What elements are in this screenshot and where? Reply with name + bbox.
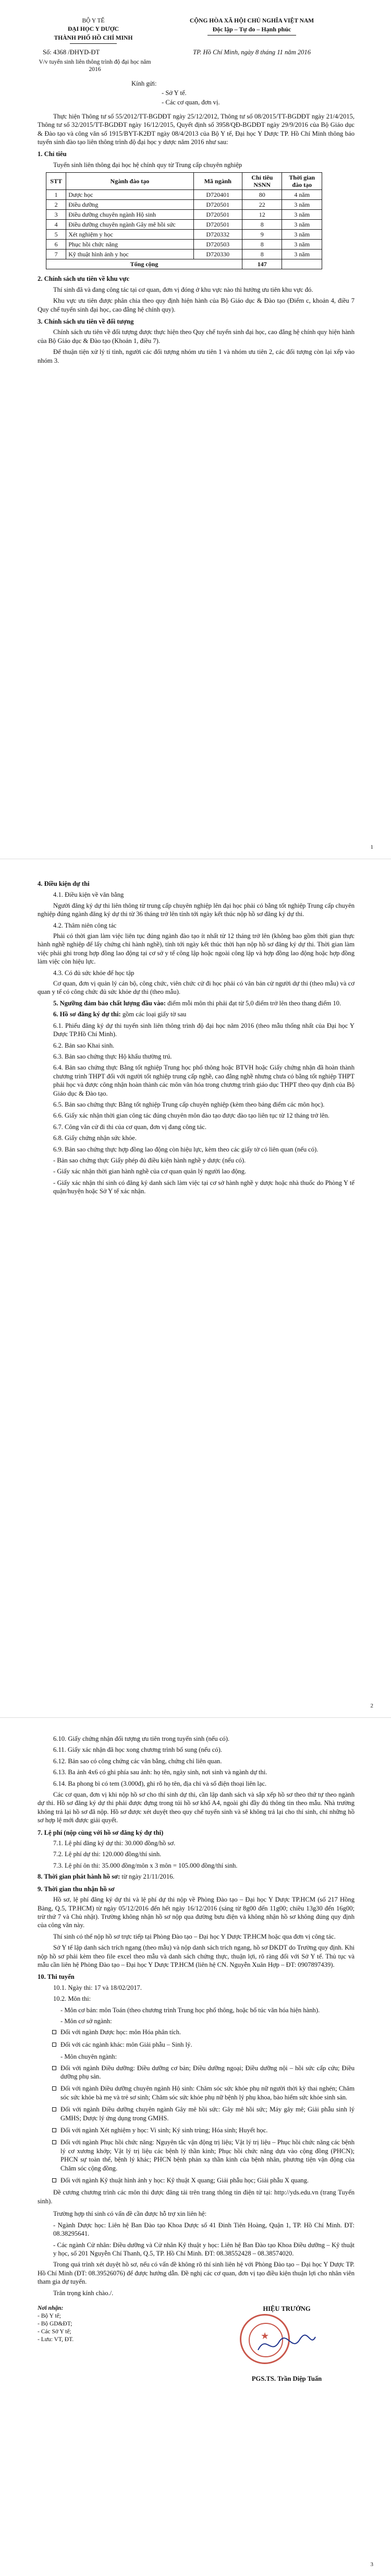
list-item: Đối với ngành Xét nghiệm y học: Vi sinh; Ký sinh trùng; Hóa sinh; Huyết học. — [60, 2127, 268, 2134]
table-cell: 2 — [46, 200, 66, 210]
list-item: 6.1. Phiếu đăng ký dự thi tuyển sinh liên thông trình độ đại học năm 2016 (theo mẫu thống nhất của Đại học Y Dược TP.Hồ Chí Minh). — [53, 1022, 355, 1038]
paragraph: Trong quá trình xét duyệt hồ sơ, nếu có vấn đề không rõ thí sinh liên hệ với Phòng Đào tạo – Đại học Y Dược TP. Hồ Chí Minh (ĐT: 08.39526076) để được hướng dẫn. Đề nghị các cơ quan, đơn vị tạo điều kiện thuận lợi cho nhân viên tham gia dự tuyển. — [38, 2261, 355, 2286]
table-row — [46, 240, 322, 250]
list-item: 6.3. Bản sao chứng thực Hộ khẩu thường trú. — [53, 1052, 172, 1060]
signer-name: PGS.TS. Trần Diệp Tuấn — [251, 2375, 322, 2382]
list-item: Đối với các ngành khác: môn Giải phẫu – Sinh lý. — [60, 2040, 192, 2048]
list-item: 7.2. Lệ phí dự thi: 120.000 đồng/thí sinh. — [53, 1850, 162, 1858]
table-cell: 22 — [242, 200, 282, 210]
table-cell: 4 — [46, 220, 66, 230]
list-item: 7.1. Lệ phí đăng ký dự thi: 30.000 đồng/hồ sơ. — [53, 1839, 176, 1847]
document-page-1 — [0, 0, 391, 859]
section-title: 2. Chính sách ưu tiên về khu vực — [38, 275, 130, 283]
table-cell: D720501 — [193, 210, 242, 220]
table-cell: 3 năm — [282, 230, 322, 240]
table-cell: Điều dưỡng chuyên ngành Hộ sinh — [66, 210, 193, 220]
table-cell: Điều dưỡng — [66, 200, 193, 210]
table-cell: 3 năm — [282, 220, 322, 230]
section-title: 4. Điều kiện dự thi — [38, 880, 90, 887]
recipient-item: - Các Sở Y tế; — [38, 2328, 71, 2335]
list-item: - Giấy xác nhận thí sinh có đăng ký danh sách làm việc tại cơ sở hành nghề y dược hoặc nhà thuốc do Phòng Y tế quận/huyện hoặc Sở Y tế xác nhận. — [53, 1179, 355, 1195]
list-item: 6.10. Giấy chứng nhận đối tượng ưu tiên trong tuyển sinh (nếu có). — [53, 1735, 230, 1742]
national-motto: Độc lập – Tự do – Hạnh phúc — [212, 26, 291, 33]
recipient-item: - Lưu: VT, ĐT. — [38, 2336, 74, 2343]
table-cell: D720330 — [193, 250, 242, 259]
column-header: Ngành đào tạo — [66, 173, 193, 190]
list-item: - Môn cơ sở ngành: — [60, 2017, 112, 2025]
table-cell: 3 — [46, 210, 66, 220]
list-item: 7.3. Lệ phí ôn thi: 35.000 đồng/môn x 3 môn = 105.000 đồng/thí sinh. — [53, 1861, 238, 1869]
checkbox-icon — [52, 2178, 56, 2182]
table-row — [46, 210, 322, 220]
list-item: - Các ngành Cử nhân: Điều dưỡng và Cử nhân Kỹ thuật y học: Liên hệ Ban Đào tạo Khoa Điều dưỡng – Kỹ thuật y học, số 201 Nguyễn Chí Thanh, Q.5, TP. Hồ Chí Minh. ĐT: 08.38552428 – 08.38574020. — [53, 2241, 355, 2257]
issuer-block — [38, 17, 149, 46]
page-number: 2 — [370, 1702, 373, 1709]
addressees-label: Kính gửi: — [131, 79, 157, 87]
table-row — [46, 190, 322, 200]
recipient-item: - Bộ GD&ĐT; — [38, 2320, 72, 2327]
list-item: 10.2. Môn thi: — [53, 1995, 91, 2003]
list-item: Đối với ngành Điều dưỡng chuyên ngành Hộ sinh: Chăm sóc sức khỏe phụ nữ người thời kỳ thai nghén; Chăm sóc sức khỏe bà mẹ và trẻ sơ sinh; Chăm sóc sức khỏe phụ nữ bệnh lý phụ khoa, bảo hiểm sức khỏe sinh sản. — [60, 2085, 355, 2101]
table-cell: 8 — [242, 220, 282, 230]
table-cell: 3 năm — [282, 200, 322, 210]
checkbox-icon — [52, 2107, 56, 2111]
table-cell: 5 — [46, 230, 66, 240]
subsection-title: 4.3. Có đủ sức khỏe để học tập — [53, 969, 135, 977]
handwritten-signature-icon — [255, 2332, 318, 2358]
section-title: 7. Lệ phí (nộp cùng với hồ sơ đăng ký dự thi) — [38, 1829, 164, 1836]
paragraph: Trân trọng kính chào./. — [53, 2289, 114, 2297]
page-number: 3 — [370, 2561, 373, 2568]
section-title: 1. Chỉ tiêu — [38, 150, 67, 158]
table-cell: Điều dưỡng chuyên ngành Gây mê hồi sức — [66, 220, 193, 230]
document-page-3 — [0, 1717, 391, 2576]
checkbox-icon — [52, 2140, 56, 2144]
table-cell: 9 — [242, 230, 282, 240]
list-item: 6.13. Ba ảnh 4x6 có ghi phía sau ảnh: họ tên, ngày sinh, nơi sinh và ngành dự thi. — [53, 1768, 267, 1776]
ministry-name: BỘ Y TẾ — [82, 18, 105, 24]
signature-block — [219, 2305, 355, 2383]
paragraph: Sở Y tế lập danh sách trích ngang (theo mẫu) và nộp danh sách trích ngang, hồ sơ ĐKDT do Trường quy định. Khi nộp hồ sơ phải kèm theo file excel theo mẫu và danh sách chứng thực, thuận lợi, rõ ràng đối với Sở Y tế. Thủ tục và mẫu cần liên hệ Phòng Đào tạo – Đại học Y Dược TP.HCM (liên hệ CN. Nguyễn Xuân Hợp – ĐT: 0907897439). — [38, 1944, 355, 1968]
list-item: - Giấy xác nhận thời gian hành nghề của cơ quan quản lý người lao động. — [53, 1168, 247, 1176]
university-name-line1: ĐẠI HỌC Y DƯỢC — [67, 26, 119, 33]
section-title: 5. Ngưỡng đảm bảo chất lượng đầu vào: — [53, 999, 166, 1007]
list-item: 6.14. Ba phong bì có tem (3.000đ), ghi rõ họ tên, địa chỉ và số điện thoại liên lạc. — [53, 1779, 267, 1787]
table-row — [46, 230, 322, 240]
addressee-item: - Sở Y tế. — [162, 89, 187, 97]
table-cell: 4 năm — [282, 190, 322, 200]
total-label: Tổng cộng — [46, 259, 242, 269]
table-cell — [282, 259, 322, 269]
document-number: Số: 4368 /ĐHYD-ĐT — [43, 49, 100, 56]
intro-paragraph: Thực hiện Thông tư số 55/2012/TT-BGDĐT ngày 25/12/2012, Thông tư số 08/2015/TT-BGDĐT ngày 21/4/2015, Thông tư số 32/2015/TT-BGDĐT ngày 16/12/2015, Quyết định số 3958/QĐ-BGDĐT ngày 29/9/2016 của Bộ Giáo dục & Đào tạo và công văn số 1915/BYT-K2ĐT ngày 08/4/2013 của Bộ Y tế, Đại học Y Dược TP. Hồ Chí Minh thông báo tuyển sinh đào tạo liên thông trình độ đại học y dược năm 2016 như sau: — [38, 112, 355, 146]
star-icon: ★ — [261, 2330, 270, 2341]
signer-role: HIỆU TRƯỞNG — [263, 2305, 311, 2312]
section-title: 10. Thi tuyển — [38, 1973, 75, 1981]
list-item: 6.11. Giấy xác nhận đã học xong chương trình bổ sung (nếu có). — [53, 1746, 222, 1754]
paragraph: Chính sách ưu tiên về đối tượng được thực hiện theo Quy chế tuyển sinh đại học, cao đẳng hệ chính quy hiện hành của Bộ Giáo dục & Đào tạo (Khoản 1, điều 7). — [38, 328, 355, 345]
checkbox-icon — [52, 2043, 56, 2047]
table-cell: 6 — [46, 240, 66, 250]
list-item: 6.5. Bản sao chứng thực Bằng tốt nghiệp Trung cấp chuyên nghiệp (kèm theo bảng điểm các môn học). — [53, 1100, 325, 1108]
paragraph: Khu vực ưu tiên được phân chia theo quy định hiện hành của Bộ Giáo dục & Đào tạo (Điểm c, khoản 4, điều 7 Quy chế tuyển sinh đại học, cao đẳng hệ chính quy). — [38, 297, 355, 313]
list-item: 6.12. Bản sao có công chứng các văn bằng, chứng chỉ liên quan. — [53, 1757, 222, 1765]
paragraph: Để thuận tiện xử lý tí tình, người các đối tượng nhóm ưu tiên 1 và nhóm ưu tiên 2, các đối tượng còn lại xếp vào nhóm 3. — [38, 348, 355, 364]
table-cell: 8 — [242, 250, 282, 259]
table-cell: 80 — [242, 190, 282, 200]
subsection-title: 4.2. Thâm niên công tác — [53, 921, 117, 929]
table-cell: 3 năm — [282, 240, 322, 250]
table-cell: D720401 — [193, 190, 242, 200]
table-row — [46, 200, 322, 210]
list-item: 6.2. Bản sao Khai sinh. — [53, 1041, 115, 1049]
paragraph: Đề cương chương trình các môn thi được đăng tải trên trang thông tin điện tử tại: http://yds.edu.vn (trang Tuyển sinh). — [38, 2189, 355, 2205]
table-cell: Phục hồi chức năng — [66, 240, 193, 250]
document-page-2 — [0, 859, 391, 1717]
subsection-title: 4.1. Điều kiện về văn bằng — [53, 891, 124, 899]
list-item: Đối với ngành Phục hồi chức năng: Nguyên tắc vận động trị liệu; Vật lý trị liệu – Phục hồi chức năng các bệnh lý cơ xương khớp; Vật lý trị liệu các bệnh lý thần kinh; Phục hồi chức năng dựa vào cộng đồng (PHCN); PHCN sự toàn thể, bệnh lý khác; PHCN bệnh phản xạ thần kinh của bệnh nhân, phương tiện vận động của Chăm sóc cộng đồng. — [60, 2139, 355, 2172]
table-row — [46, 250, 322, 259]
quota-table — [46, 172, 322, 269]
table-cell: 12 — [242, 210, 282, 220]
addressees — [131, 79, 355, 107]
list-item: 6.8. Giấy chứng nhận sức khỏe. — [53, 1134, 137, 1142]
signature-area — [38, 2305, 355, 2383]
list-item: - Bản sao chứng thực Giấy phép đủ điều kiện hành nghề y dược (nếu có). — [53, 1156, 246, 1164]
list-item: Đối với ngành Kỹ thuật hình ảnh y học: Kỹ thuật X quang; Giải phẫu học; Giải phẫu X quang. — [60, 2177, 309, 2185]
paragraph: Thí sinh có thể nộp hồ sơ trực tiếp tại Phòng Đào tạo – Đại học Y Dược TP.HCM hoặc qua đơn vị công tác. — [53, 1932, 336, 1940]
divider — [70, 43, 117, 44]
letterhead — [38, 17, 355, 46]
recipients-block — [38, 2305, 142, 2383]
paragraph: gồm các loại giấy tờ sau — [122, 1011, 187, 1018]
list-item: - Môn chuyên ngành: — [60, 2053, 117, 2061]
republic-name: CỘNG HÒA XÃ HỘI CHỦ NGHĨA VIỆT NAM — [189, 18, 314, 24]
table-cell: D720501 — [193, 220, 242, 230]
section-title: 6. Hồ sơ đăng ký dự thi: — [53, 1011, 121, 1018]
column-header: STT — [46, 173, 66, 190]
paragraph: Người đăng ký dự thi liên thông từ trung cấp chuyên nghiệp lên đại học phải có bằng tốt nghiệp Trung cấp chuyên nghiệp đúng ngành đăng ký dự thi từ 36 tháng trở lên tính tới ngày kết thúc nộp hồ sơ đăng ký dự thi. — [38, 901, 355, 918]
list-item: 6.6. Giấy xác nhận thời gian công tác đúng chuyên môn đào tạo được đào tạo liên tục từ 12 tháng trở lên. — [53, 1112, 329, 1120]
table-cell: D720503 — [193, 240, 242, 250]
paragraph: Thí sinh đã và đang công tác tại cơ quan, đơn vị đóng ở khu vực nào thì hưởng ưu tiên khu vực đó. — [53, 286, 313, 293]
paragraph: từ ngày 21/11/2016. — [121, 1873, 175, 1881]
table-cell: 3 năm — [282, 210, 322, 220]
table-row — [46, 220, 322, 230]
section-title: 9. Thời gian thu nhận hồ sơ — [38, 1885, 115, 1893]
list-item: Đối với ngành Điều dưỡng chuyên ngành Gây mê hồi sức: Gây mê hồi sức; Máy gây mê; Giải phẫu sinh lý GMHS; Dược lý ứng dụng trong GMHS. — [60, 2106, 355, 2122]
table-cell: Xét nghiệm y học — [66, 230, 193, 240]
university-name-line2: THÀNH PHỐ HỒ CHÍ MINH — [54, 34, 133, 41]
list-item: 6.4. Bản sao chứng thực Bằng tốt nghiệp Trung học phổ thông hoặc BTVH hoặc Giấy chứng nhận đã hoàn thành chương trình THPT đối với người tốt nghiệp trung cấp nghề, cao đẳng nghề nhưng chưa có bằng tốt nghiệp THPT phải học và được công nhận hoàn thành các môn văn hóa trong chương trình giáo dục THPT theo quy định của Bộ Giáo dục & Đào tạo. — [53, 1064, 355, 1097]
table-cell: D720332 — [193, 230, 242, 240]
list-item: 6.9. Bản sao chứng thực hợp đồng lao động còn hiệu lực, kèm theo các giấy tờ có liên quan (nếu có). — [53, 1145, 319, 1153]
document-date: TP. Hồ Chí Minh, ngày 8 tháng 11 năm 2016 — [193, 49, 311, 56]
list-item: Đối với ngành Dược học: môn Hóa phân tích. — [60, 2028, 181, 2036]
column-header: Mã ngành — [193, 173, 242, 190]
checkbox-icon — [52, 2086, 56, 2091]
paragraph: điểm mỗi môn thi phải đạt từ 5,0 điểm trở lên theo thang điểm 10. — [167, 999, 341, 1007]
list-item: - Môn cơ bản: môn Toán (theo chương trình Trung học phổ thông, hoặc bổ túc văn hóa hiện hành). — [60, 2006, 320, 2014]
list-item: 10.1. Ngày thi: 17 và 18/02/2017. — [53, 1984, 142, 1991]
paragraph: Trường hợp thí sinh có vấn đề cần được hỗ trợ xin liên hệ: — [53, 2210, 207, 2218]
table-header-row — [46, 173, 322, 190]
list-item: 6.7. Công văn cử đi thi của cơ quan, đơn vị đang công tác. — [53, 1123, 206, 1131]
paragraph: Cơ quan, đơn vị quản lý cán bộ, công chức, viên chức cử đi học phải có văn bản cử người dự thi (theo mẫu) và cơ quan y tế có công chức đủ sức khỏe dự thi (theo mẫu). — [38, 980, 355, 996]
section-title: 8. Thời gian phát hành hồ sơ: — [38, 1873, 120, 1881]
recipients-title: Nơi nhận: — [38, 2305, 64, 2311]
page-number: 1 — [370, 844, 373, 850]
table-cell: Kỹ thuật hình ảnh y học — [66, 250, 193, 259]
checkbox-icon — [52, 2128, 56, 2132]
addressee-item: - Các cơ quan, đơn vị. — [162, 99, 220, 106]
section-title: 3. Chính sách ưu tiên về đối tượng — [38, 317, 134, 325]
list-item: Đối với ngành Điều dưỡng: Điều dưỡng cơ bản; Điều dưỡng ngoại; Điều dưỡng nội – hồi sức cấp cứu; Điều dưỡng phụ sản. — [60, 2064, 355, 2080]
table-total-row — [46, 259, 322, 269]
document-meta — [38, 48, 355, 56]
paragraph: Các cơ quan, đơn vị khi nộp hồ sơ cho thí sinh dự thi, cần lập danh sách và sắp xếp hồ sơ theo thứ tự theo ngành dự thi. Hồ sơ đăng ký dự thi phải được đựng trong túi hồ sơ khổ A4, ngoài ghi đầy đủ thông tin theo mẫu. Nhà trường không trả lại hồ sơ đã nộp. Hồ sơ được xét duyệt theo quy chế tuyển sinh và sẽ không trả lại cho thí sinh, chỉ những hồ sơ hợp lệ mới được giải quyết. — [38, 1791, 355, 1824]
national-header — [149, 17, 355, 46]
section-lead: Tuyển sinh liên thông đại học hệ chính quy từ Trung cấp chuyên nghiệp — [53, 161, 242, 169]
table-cell: 1 — [46, 190, 66, 200]
table-cell: 8 — [242, 240, 282, 250]
paragraph: Hồ sơ, lệ phí đăng ký dự thi và lệ phí dự thi nộp về Phòng Đào tạo – Đại học Y Dược TP.HCM (số 217 Hồng Bàng, Q.5, TP.HCM) từ ngày 05/12/2016 đến hết ngày 16/12/2016 (sáng từ 8g00 đến 11g00; chiều 13g30 đến 16g00; trừ thứ 7 và Chủ nhật). Trường không nhận hồ sơ nộp qua đường bưu điện và không nhận hồ sơ không đúng quy định của công văn này. — [38, 1896, 355, 1929]
recipient-item: - Bộ Y tế; — [38, 2312, 61, 2319]
table-cell: Dược học — [66, 190, 193, 200]
paragraph: Phải có thời gian làm việc liên tục đúng ngành đào tạo ít nhất từ 12 tháng trở lên (không bao gồm thời gian thực hành nghề nghiệp để lấy chứng chỉ hành nghề), tính tới ngày kết thúc thời hạn nộp hồ sơ đăng ký dự thi. Thời gian làm việc phải ghi trong hợp đồng lao động tại cơ sở y tế công lập hoặc ngoài công lập và hợp đồng lao động hoặc hợp đồng làm việc còn hiệu lực. — [38, 932, 355, 966]
table-cell: D720501 — [193, 200, 242, 210]
checkbox-icon — [52, 2030, 56, 2034]
column-header: Thời gian đào tạo — [282, 173, 322, 190]
list-item: - Ngành Dược học: Liên hệ Ban Đào tạo Khoa Dược số 41 Đinh Tiên Hoàng, Quận 1, TP. Hồ Chí Minh. ĐT: 08.38295641. — [53, 2221, 355, 2238]
total-value: 147 — [242, 259, 282, 269]
column-header: Chỉ tiêu NSNN — [242, 173, 282, 190]
table-cell: 7 — [46, 250, 66, 259]
table-cell: 3 năm — [282, 250, 322, 259]
document-subject: V/v tuyển sinh liên thông trình độ đại học năm 2016 — [39, 58, 151, 73]
checkbox-icon — [52, 2066, 56, 2070]
